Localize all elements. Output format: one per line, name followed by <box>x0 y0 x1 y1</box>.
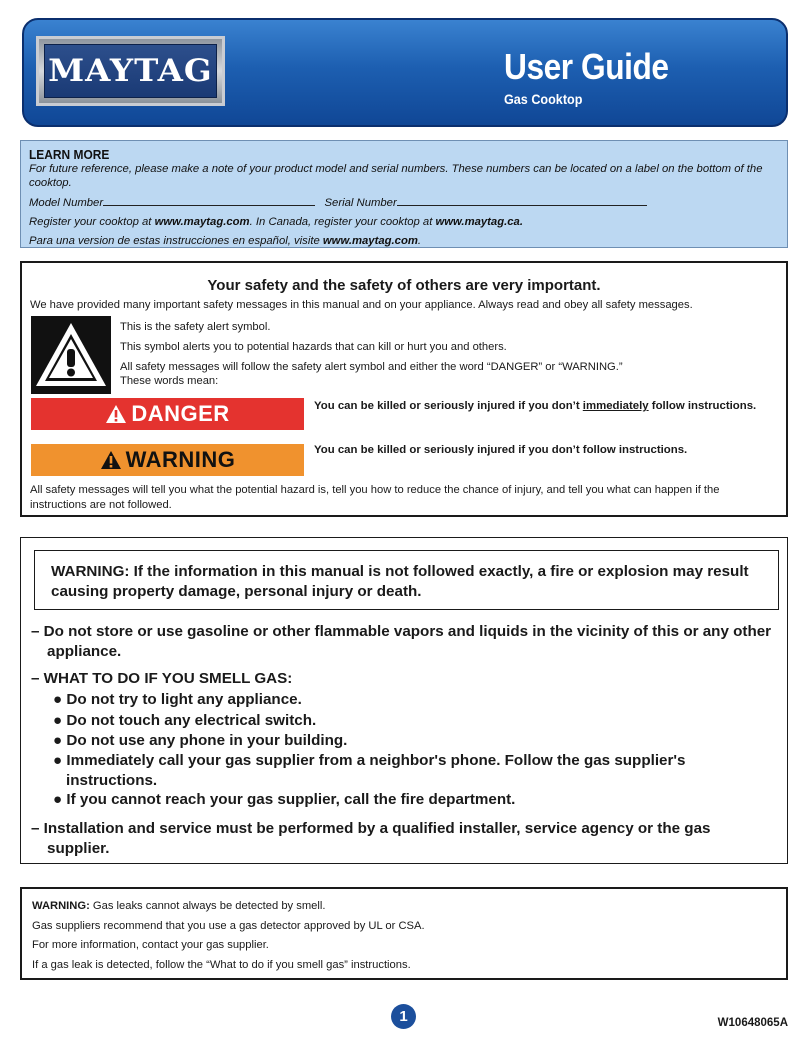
gas-item-installation: – Installation and service must be performed by a qualified installer, service agency or the gas supplier. <box>31 820 711 857</box>
alert-line-2: This symbol alerts you to potential hazards that can kill or hurt you and others. <box>120 341 507 353</box>
brand-name: MAYTAG <box>48 53 213 89</box>
leak-line-2: Gas suppliers recommend that you use a gas detector approved by UL or CSA. <box>32 919 425 932</box>
danger-banner <box>31 398 304 430</box>
learn-more-box <box>20 140 788 248</box>
leak-line-1 <box>32 897 776 917</box>
leak-line-3: For more information, contact your gas supplier. <box>32 939 269 951</box>
header-banner <box>22 18 788 127</box>
danger-message-after: follow instructions. <box>648 400 757 412</box>
gas-bullet-1: ● Do not try to light any appliance. <box>53 691 302 708</box>
maytag-com-link[interactable]: www.maytag.com <box>154 216 250 228</box>
page-number-badge: 1 <box>391 1004 416 1029</box>
model-serial-line <box>29 195 779 210</box>
warning-banner <box>31 444 304 476</box>
warning-alert-icon <box>100 450 122 470</box>
register-prefix: Register your cooktop at <box>29 216 155 228</box>
gas-bullet-3: ● Do not use any phone in your building. <box>53 732 348 749</box>
spanish-prefix: Para una version de estas instrucciones en español, visite <box>29 235 323 247</box>
gas-warning-headline: WARNING: If the information in this manual is not followed exactly, a fire or explosion may result causing property damage, personal injury or death. <box>34 550 779 610</box>
safety-alert-icon <box>31 316 111 394</box>
gas-item-flammables: – Do not store or use gasoline or other flammable vapors and liquids in the vicinity of this or any other appliance. <box>31 623 772 660</box>
logo-plate <box>44 44 217 98</box>
serial-number-field[interactable] <box>397 195 647 206</box>
gas-bullet-2: ● Do not touch any electrical switch. <box>53 712 317 729</box>
safety-box <box>20 261 788 517</box>
alert-line-4: These words mean: <box>120 375 219 387</box>
gas-bullet-5: ● If you cannot reach your gas supplier, call the fire department. <box>53 791 516 808</box>
gas-warning-box <box>20 537 788 864</box>
maytag-ca-link[interactable]: www.maytag.ca. <box>435 216 523 228</box>
safety-intro: We have provided many important safety messages in this manual and on your appliance. Always read and obey all safety messages. <box>30 299 693 311</box>
alert-line-3: All safety messages will follow the safety alert symbol and either the word “DANGER” or “WARNING.” <box>120 361 623 373</box>
learn-more-intro: For future reference, please make a note of your product model and serial numbers. These numbers can be located on a label on the bottom of the cooktop. <box>29 163 763 189</box>
learn-more-title: LEARN MORE <box>29 147 110 162</box>
leak-line-4: If a gas leak is detected, follow the “What to do if you smell gas” instructions. <box>32 958 411 971</box>
leak-warning-label: WARNING: <box>32 900 90 912</box>
danger-alert-icon <box>105 404 127 424</box>
warning-message: You can be killed or seriously injured if you don’t follow instructions. <box>314 444 688 456</box>
danger-message-underlined: immediately <box>582 400 649 412</box>
maytag-logo <box>36 36 225 106</box>
gas-leak-box <box>20 887 788 980</box>
gas-item-smell-gas: – WHAT TO DO IF YOU SMELL GAS: <box>31 670 293 687</box>
spanish-maytag-link[interactable]: www.maytag.com <box>322 235 418 247</box>
serial-number-label: Serial Number <box>324 197 397 209</box>
spanish-suffix: . <box>417 235 422 247</box>
safety-footer: All safety messages will tell you what the potential hazard is, tell you how to reduce the chance of injury, and tell you what can happen if the instructions are not followed. <box>30 484 720 511</box>
page-title: User Guide <box>504 46 669 87</box>
warning-label: WARNING <box>125 447 236 472</box>
register-canada-text: . In Canada, register your cooktop at <box>249 216 436 228</box>
spanish-line <box>29 234 779 248</box>
danger-label: DANGER <box>131 401 230 426</box>
model-number-label: Model Number <box>29 197 104 209</box>
gas-bullet-4: ● Immediately call your gas supplier from a neighbor's phone. Follow the gas supplier's instructions. <box>53 752 686 789</box>
alert-line-1: This is the safety alert symbol. <box>120 321 271 333</box>
leak-line-1-text: Gas leaks cannot always be detected by smell. <box>89 900 326 912</box>
safety-title: Your safety and the safety of others are very important. <box>207 277 601 294</box>
danger-message <box>314 400 756 412</box>
danger-message-before: You can be killed or seriously injured if you don’t <box>314 400 583 412</box>
register-line <box>29 215 779 229</box>
document-code: W10648065A <box>717 1017 788 1029</box>
model-number-field[interactable] <box>103 195 315 206</box>
page-subtitle: Gas Cooktop <box>504 91 583 107</box>
